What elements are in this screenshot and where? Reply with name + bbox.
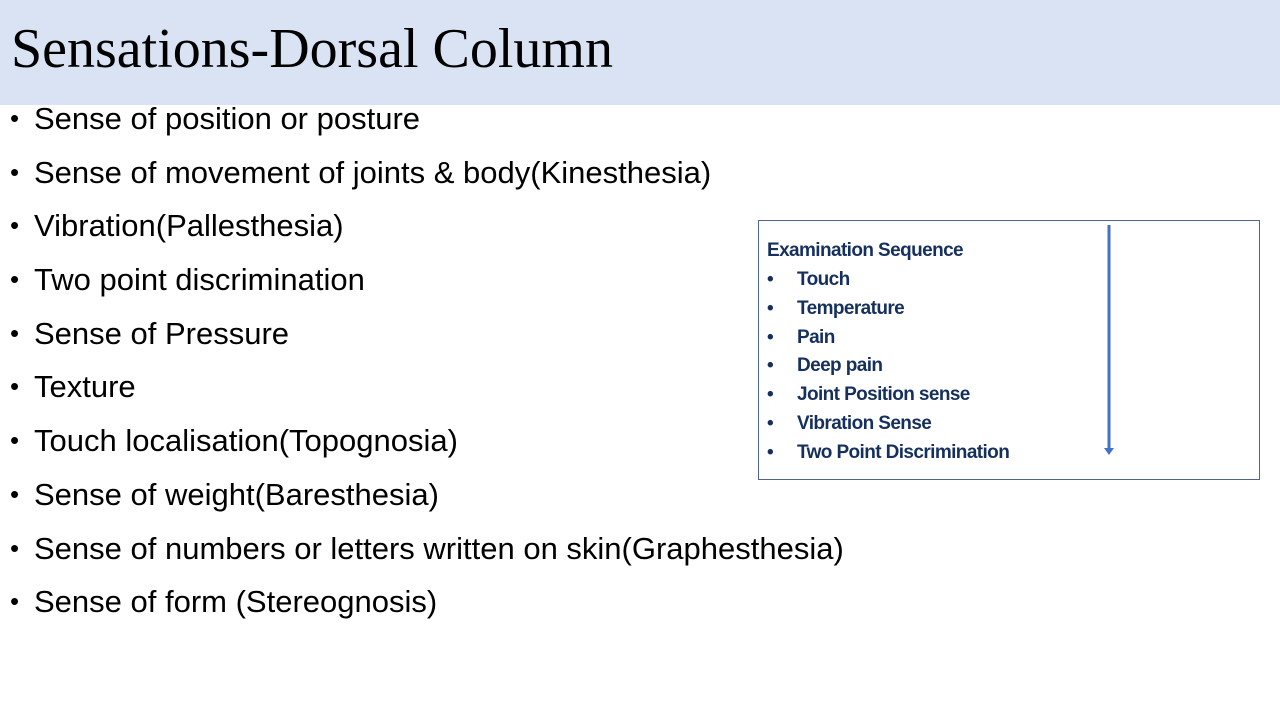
bullet-icon: • xyxy=(767,441,774,463)
list-item-text: Touch xyxy=(797,269,850,290)
list-item-text: Pain xyxy=(797,326,835,348)
title-band xyxy=(0,0,1280,105)
bullet-icon: • xyxy=(10,478,20,509)
list-item-text: Joint Position sense xyxy=(797,384,970,406)
bullet-icon: • xyxy=(10,264,20,295)
examination-sequence-box xyxy=(758,220,1260,480)
list-item-text: Vibration Sense xyxy=(797,412,932,434)
bullet-icon: • xyxy=(10,425,20,456)
bullet-icon: • xyxy=(767,269,774,290)
list-item-text: Touch localisation(Topognosia) xyxy=(34,423,458,459)
bullet-icon: • xyxy=(10,317,20,348)
bullet-icon: • xyxy=(10,586,20,617)
bullet-icon: • xyxy=(10,532,20,563)
list-item-text: Vibration(Pallesthesia) xyxy=(34,208,344,244)
list-item-text: Sense of numbers or letters written on skin(Graphesthesia) xyxy=(34,530,844,566)
list-item-text: Sense of form (Stereognosis) xyxy=(34,584,438,620)
bullet-icon: • xyxy=(767,297,774,319)
down-arrow-icon xyxy=(1099,225,1119,457)
slide-title: Sensations-Dorsal Column xyxy=(11,18,613,80)
list-item-text: Two point discrimination xyxy=(34,262,365,298)
bullet-icon: • xyxy=(767,326,774,348)
list-item-text: Sense of position or posture xyxy=(34,101,421,136)
examination-sequence-heading: Examination Sequence xyxy=(767,240,964,261)
bullet-icon: • xyxy=(10,103,20,133)
list-item-text: Temperature xyxy=(797,297,905,319)
list-item-text: Texture xyxy=(34,369,136,405)
bullet-icon: • xyxy=(767,384,774,406)
list-item-text: Two Point Discrimination xyxy=(797,441,1010,463)
bullet-icon: • xyxy=(767,355,774,377)
arrow-head xyxy=(1104,448,1114,455)
list-item-text: Sense of Pressure xyxy=(34,315,290,351)
list-item-text: Deep pain xyxy=(797,355,883,377)
bullet-icon: • xyxy=(10,371,20,402)
list-item-text: Sense of movement of joints & body(Kinesthesia) xyxy=(34,154,712,190)
bullet-icon: • xyxy=(10,210,20,241)
list-item-text: Sense of weight(Baresthesia) xyxy=(34,476,439,512)
bullet-icon: • xyxy=(767,412,774,434)
bullet-icon: • xyxy=(10,156,20,187)
